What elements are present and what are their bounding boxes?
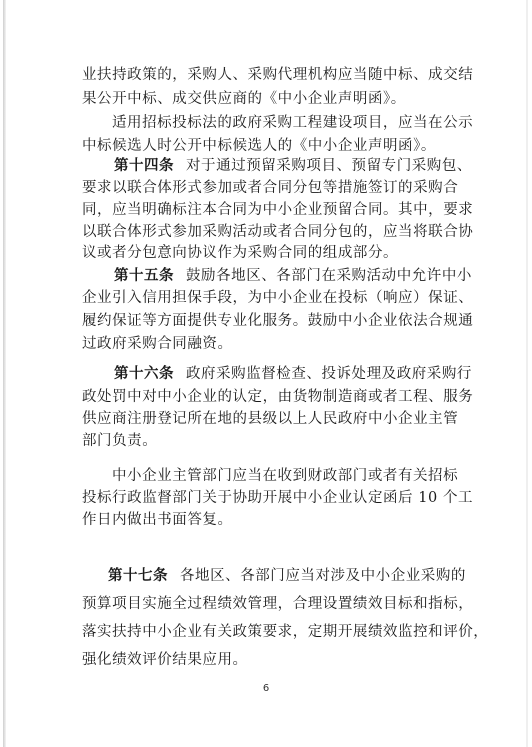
line-text: 同，应当明确标注本合同为中小企业预留合同。其中，要求: [82, 202, 474, 218]
article-label: 第十六条: [114, 366, 174, 382]
line-text: 果公开中标、成交供应商的《中小企业声明函》。: [82, 91, 406, 107]
line-text: 供应商注册登记所在地的县级以上人民政府中小企业主管: [82, 411, 459, 427]
page-right-edge: [526, 0, 528, 747]
line-text: 中小企业主管部门应当在收到财政部门或者有关招标: [112, 468, 459, 484]
line-text: 投标行政监督部门关于协助开展中小企业认定函后 10 个工: [82, 490, 474, 506]
line-text: 落实扶持中小企业有关政策要求，定期开展绩效监控和评价，: [82, 624, 489, 640]
line-text: 对于通过预留采购项目、预留专门采购包、: [186, 158, 472, 174]
article-label: 第十七条: [108, 568, 168, 584]
line-text: 鼓励各地区、各部门在采购活动中允许中小: [186, 268, 472, 284]
line-text: 适用招标投标法的政府采购工程建设项目，应当在公示: [112, 115, 474, 131]
page-left-edge: [3, 0, 6, 747]
line-text: 部门负责。: [82, 433, 158, 449]
article-label: 第十五条: [114, 268, 174, 284]
line-text: 要求以联合体形式参加或者合同分包等措施签订的采购合: [82, 180, 459, 196]
article-label: 第十四条: [114, 158, 174, 174]
page-number: 6: [262, 683, 270, 694]
line-text: 各地区、各部门应当对涉及中小企业采购的: [180, 568, 466, 584]
line-text: 政府采购监督检查、投诉处理及政府采购行: [186, 366, 472, 382]
line-text: 业扶持政策的，采购人、采购代理机构应当随中标、成交结: [82, 67, 474, 83]
line-text: 强化绩效评价结果应用。: [82, 652, 248, 668]
line-text: 以联合体形式参加采购活动或者合同分包的，应当将联合协: [82, 224, 474, 240]
line-text: 企业引入信用担保手段，为中小企业在投标（响应）保证、: [82, 290, 474, 306]
line-text: 过政府采购合同融资。: [82, 336, 233, 352]
line-text: 中标候选人时公开中标候选人的《中小企业声明函》。: [82, 138, 436, 154]
line-text: 政处罚中对中小企业的认定，由货物制造商或者工程、服务: [82, 389, 474, 405]
line-text: 预算项目实施全过程绩效管理，合理设置绩效目标和指标，: [82, 596, 474, 612]
line-text: 履约保证等方面提供专业化服务。鼓励中小企业依法合规通: [82, 313, 474, 329]
line-text: 议或者分包意向协议作为采购合同的组成部分。: [82, 245, 399, 261]
line-text: 作日内做出书面答复。: [82, 512, 233, 528]
